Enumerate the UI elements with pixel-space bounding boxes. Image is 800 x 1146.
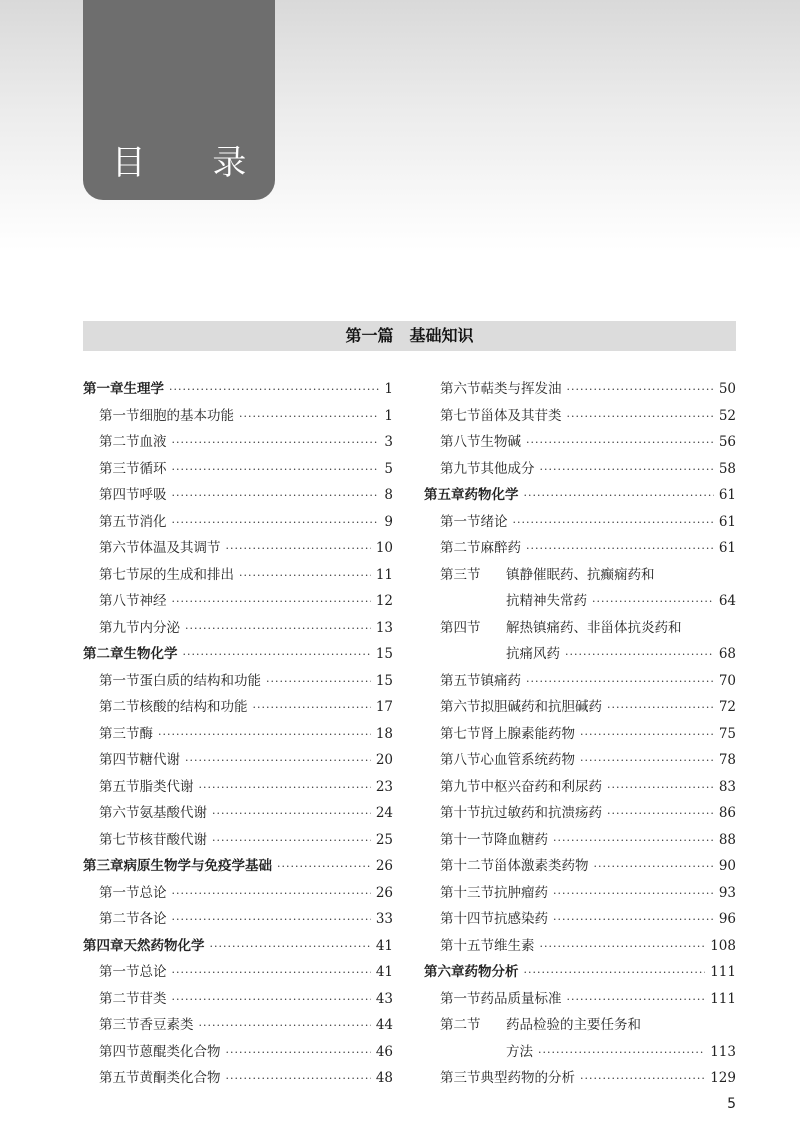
toc-entry-number: 第五节 — [99, 1070, 140, 1086]
toc-entry-page: 129 — [710, 1070, 736, 1086]
toc-section-entry[interactable] — [83, 880, 393, 907]
toc-entry-number: 第八节 — [99, 593, 140, 609]
page-number: 5 — [727, 1096, 736, 1112]
toc-section-entry[interactable] — [83, 562, 393, 589]
dot-leader — [526, 430, 714, 457]
toc-section-entry[interactable] — [424, 1065, 736, 1092]
toc-entry-title: 糖代谢 — [139, 752, 180, 768]
toc-entry-page: 15 — [375, 672, 393, 689]
toc-entry-title: 抗感染药 — [494, 911, 548, 927]
dot-leader — [226, 1066, 371, 1093]
toc-entry-number: 第二章 — [83, 646, 124, 662]
toc-entry-number: 第二节 — [440, 540, 481, 556]
toc-entry-number: 第二节 — [99, 911, 140, 927]
toc-entry-title: 抗肿瘤药 — [494, 884, 548, 901]
toc-entry-number: 第六节 — [99, 805, 140, 821]
toc-entry-number: 第五节 — [440, 672, 481, 689]
dot-leader — [183, 642, 371, 669]
toc-entry-number: 第三节 — [440, 566, 481, 583]
toc-entry-title: 麻醉药 — [480, 540, 521, 556]
dot-leader — [239, 404, 379, 431]
toc-entry-title: 药品检验的主要任务和 — [506, 1017, 641, 1033]
toc-entry-page: 5 — [384, 460, 393, 477]
toc-section-entry[interactable] — [424, 562, 736, 589]
toc-entry-number: 第六节 — [99, 540, 140, 556]
toc-entry-page: 8 — [384, 487, 393, 503]
toc-section-entry[interactable] — [83, 1039, 393, 1066]
toc-entry-title: 药品质量标准 — [480, 990, 562, 1007]
toc-section-entry[interactable] — [424, 456, 736, 483]
toc-entry-page: 44 — [375, 1017, 393, 1033]
dot-leader — [580, 748, 714, 775]
toc-entry-number: 第四节 — [99, 1043, 140, 1060]
toc-section-entry[interactable] — [424, 376, 736, 403]
dot-leader — [172, 510, 380, 537]
part-heading: 第一篇 基础知识 — [345, 326, 474, 345]
dot-leader — [226, 536, 371, 563]
toc-entry-title: 呼吸 — [139, 487, 167, 503]
toc-entry-number: 第四节 — [440, 619, 481, 636]
toc-entry-page: 75 — [718, 725, 736, 742]
dot-leader — [172, 430, 380, 457]
toc-section-entry[interactable] — [83, 1012, 393, 1039]
dot-leader — [526, 536, 714, 563]
toc-section-entry[interactable] — [424, 853, 736, 880]
toc-entry-title: 天然药物化学 — [123, 937, 205, 954]
dot-leader — [172, 987, 371, 1014]
dot-leader — [540, 934, 706, 961]
toc-entry-number: 第五节 — [99, 778, 140, 795]
toc-entry-page: 111 — [710, 964, 736, 980]
toc-section-entry[interactable] — [83, 509, 393, 536]
dot-leader — [513, 510, 714, 537]
toc-section-entry[interactable] — [83, 986, 393, 1013]
toc-section-entry[interactable] — [424, 641, 736, 668]
toc-entry-number: 第二节 — [99, 434, 140, 450]
dot-leader — [567, 987, 706, 1014]
toc-entry-title: 蒽醌类化合物 — [139, 1043, 221, 1060]
toc-entry-number: 第三节 — [99, 725, 140, 742]
toc-entry-number: 第八节 — [440, 752, 481, 768]
toc-section-entry[interactable] — [424, 933, 736, 960]
toc-entry-page: 25 — [375, 831, 393, 848]
toc-entry-title: 内分泌 — [139, 619, 180, 636]
toc-entry-title: 生物化学 — [123, 646, 178, 662]
toc-entry-title: 神经 — [139, 593, 167, 609]
toc-entry-page: 90 — [718, 858, 736, 874]
toc-section-entry[interactable] — [83, 615, 393, 642]
toc-section-entry[interactable] — [83, 429, 393, 456]
toc-entry-title: 解热镇痛药、非甾体抗炎药和 — [506, 619, 682, 636]
toc-section-entry[interactable] — [83, 482, 393, 509]
toc-entry-page: 12 — [375, 593, 393, 609]
toc-entry-page: 17 — [375, 699, 393, 715]
toc-entry-number: 第一节 — [99, 884, 140, 901]
toc-entry-page: 46 — [375, 1043, 393, 1060]
toc-section-entry[interactable] — [424, 668, 736, 695]
dot-leader — [172, 881, 371, 908]
toc-entry-number: 第四节 — [99, 487, 140, 503]
toc-entry-number: 第一节 — [99, 964, 140, 980]
toc-entry-title: 绪论 — [480, 513, 508, 530]
toc-entry-number: 第九节 — [440, 778, 481, 795]
toc-entry-title: 总论 — [139, 884, 167, 901]
toc-entry-title: 尿的生成和排出 — [139, 566, 234, 583]
toc-entry-page: 23 — [375, 778, 393, 795]
toc-chapter-entry[interactable] — [424, 959, 736, 986]
toc-entry-page: 41 — [375, 937, 393, 954]
toc-entry-number: 第四章 — [83, 937, 124, 954]
dot-leader — [199, 1013, 371, 1040]
dot-leader — [607, 695, 714, 722]
toc-entry-number: 第十五节 — [440, 937, 494, 954]
toc-entry-number: 第十二节 — [440, 858, 494, 874]
toc-entry-title: 典型药物的分析 — [480, 1070, 575, 1086]
dot-leader — [277, 854, 371, 881]
toc-entry-number: 第七节 — [440, 407, 481, 424]
toc-section-entry[interactable] — [83, 588, 393, 615]
dot-leader — [538, 1040, 705, 1067]
toc-entry-page: 64 — [718, 593, 736, 609]
dot-leader — [567, 404, 714, 431]
toc-entry-number: 第七节 — [99, 831, 140, 848]
toc-entry-page: 1 — [384, 381, 393, 397]
toc-entry-page: 41 — [375, 964, 393, 980]
toc-entry-title: 黄酮类化合物 — [139, 1070, 221, 1086]
toc-section-entry[interactable] — [424, 509, 736, 536]
toc-entry-title: 维生素 — [494, 937, 535, 954]
toc-entry-number: 第一节 — [440, 513, 481, 530]
toc-entry-title: 甾体激素类药物 — [494, 858, 589, 874]
toc-entry-number: 第十节 — [440, 805, 481, 821]
toc-entry-number: 第十一节 — [440, 831, 494, 848]
dot-leader — [253, 695, 371, 722]
toc-section-entry[interactable] — [83, 906, 393, 933]
dot-leader — [158, 722, 371, 749]
dot-leader — [594, 854, 714, 881]
toc-entry-title: 各论 — [139, 911, 167, 927]
toc-section-entry[interactable] — [83, 403, 393, 430]
toc-left-column — [83, 376, 393, 1092]
dot-leader — [524, 483, 714, 510]
toc-section-entry[interactable] — [83, 721, 393, 748]
toc-entry-page: 70 — [718, 672, 736, 689]
toc-entry-title: 肾上腺素能药物 — [480, 725, 575, 742]
dot-leader — [172, 483, 380, 510]
toc-entry-title: 香豆素类 — [139, 1017, 194, 1033]
toc-entry-number: 第一节 — [440, 990, 481, 1007]
dot-leader — [199, 775, 371, 802]
toc-entry-page: 48 — [375, 1070, 393, 1086]
toc-entry-title: 酶 — [139, 725, 153, 742]
toc-entry-page: 93 — [718, 884, 736, 901]
toc-entry-page: 1 — [384, 407, 393, 424]
dot-leader — [212, 828, 371, 855]
toc-section-entry[interactable] — [424, 747, 736, 774]
toc-entry-page: 11 — [375, 566, 393, 583]
toc-entry-title: 核酸的结构和功能 — [139, 699, 248, 715]
toc-entry-title: 药物化学 — [464, 487, 519, 503]
toc-entry-number: 第九节 — [440, 460, 481, 477]
dot-leader — [567, 377, 714, 404]
toc-entry-number: 第六章 — [424, 964, 465, 980]
toc-entry-number: 第五节 — [99, 513, 140, 530]
toc-chapter-entry[interactable] — [83, 641, 393, 668]
toc-entry-title: 氨基酸代谢 — [139, 805, 207, 821]
toc-entry-title: 血液 — [139, 434, 167, 450]
toc-entry-number: 第十三节 — [440, 884, 494, 901]
page-title: 目 录 — [111, 143, 275, 183]
toc-entry-page: 78 — [718, 752, 736, 768]
toc-section-entry[interactable] — [424, 827, 736, 854]
dot-leader — [239, 563, 371, 590]
toc-entry-page: 111 — [710, 990, 736, 1007]
toc-entry-title: 拟胆碱药和抗胆碱药 — [480, 699, 602, 715]
dot-leader — [553, 828, 714, 855]
toc-section-entry[interactable] — [424, 906, 736, 933]
toc-entry-title: 消化 — [139, 513, 167, 530]
toc-section-entry[interactable] — [424, 1012, 736, 1039]
dot-leader — [185, 748, 371, 775]
toc-section-entry[interactable] — [424, 615, 736, 642]
dot-leader — [565, 642, 714, 669]
toc-entry-page: 108 — [710, 937, 736, 954]
toc-chapter-entry[interactable] — [83, 376, 393, 403]
dot-leader — [580, 722, 714, 749]
title-tab — [83, 0, 275, 200]
toc-entry-page: 43 — [375, 990, 393, 1007]
toc-entry-title: 生理学 — [123, 381, 164, 397]
toc-entry-title: 萜类与挥发油 — [480, 381, 562, 397]
toc-entry-title: 镇静催眠药、抗癫痫药和 — [506, 566, 655, 583]
toc-section-entry[interactable] — [83, 694, 393, 721]
dot-leader — [172, 457, 380, 484]
toc-entry-number: 第六节 — [440, 699, 481, 715]
toc-entry-title: 抗过敏药和抗溃疡药 — [480, 805, 602, 821]
toc-entry-page: 113 — [710, 1043, 736, 1060]
toc-entry-title: 细胞的基本功能 — [139, 407, 234, 424]
toc-section-entry[interactable] — [424, 429, 736, 456]
toc-entry-page: 10 — [375, 540, 393, 556]
toc-section-entry[interactable] — [83, 800, 393, 827]
dot-leader — [592, 589, 714, 616]
toc-entry-title: 体温及其调节 — [139, 540, 221, 556]
toc-entry-number: 第一节 — [99, 672, 140, 689]
toc-entry-title: 循环 — [139, 460, 167, 477]
toc-section-entry[interactable] — [83, 827, 393, 854]
toc-chapter-entry[interactable] — [424, 482, 736, 509]
toc-entry-number: 第七节 — [99, 566, 140, 583]
toc-entry-title: 药物分析 — [464, 964, 519, 980]
toc-entry-title: 镇痛药 — [480, 672, 521, 689]
toc-entry-title: 总论 — [139, 964, 167, 980]
dot-leader — [553, 907, 714, 934]
dot-leader — [210, 934, 371, 961]
dot-leader — [172, 960, 371, 987]
dot-leader — [524, 960, 706, 987]
toc-entry-number: 第八节 — [440, 434, 481, 450]
dot-leader — [172, 907, 371, 934]
dot-leader — [607, 775, 714, 802]
toc-entry-number: 第十四节 — [440, 911, 494, 927]
dot-leader — [540, 457, 714, 484]
toc-entry-page: 58 — [718, 460, 736, 477]
toc-entry-title: 抗精神失常药 — [506, 593, 587, 609]
toc-entry-page: 50 — [718, 381, 736, 397]
dot-leader — [212, 801, 371, 828]
toc-entry-number: 第六节 — [440, 381, 481, 397]
toc-section-entry[interactable] — [424, 986, 736, 1013]
dot-leader — [172, 589, 371, 616]
toc-section-entry[interactable] — [83, 456, 393, 483]
toc-chapter-entry[interactable] — [83, 933, 393, 960]
toc-entry-page: 13 — [375, 619, 393, 636]
toc-entry-number: 第五章 — [424, 487, 465, 503]
toc-entry-title: 蛋白质的结构和功能 — [139, 672, 261, 689]
toc-entry-number: 第一章 — [83, 381, 124, 397]
toc-entry-page: 18 — [375, 725, 393, 742]
dot-leader — [526, 669, 714, 696]
toc-section-entry[interactable] — [83, 668, 393, 695]
toc-entry-page: 20 — [375, 752, 393, 768]
toc-entry-page: 86 — [718, 805, 736, 821]
toc-section-entry[interactable] — [83, 535, 393, 562]
toc-section-entry[interactable] — [424, 403, 736, 430]
toc-entry-page: 88 — [718, 831, 736, 848]
toc-entry-title: 抗痛风药 — [506, 646, 560, 662]
toc-entry-number: 第二节 — [440, 1017, 481, 1033]
toc-entry-number: 第三章 — [83, 858, 124, 874]
toc-entry-title: 方法 — [506, 1043, 533, 1060]
dot-leader — [607, 801, 714, 828]
dot-leader — [226, 1040, 371, 1067]
toc-entry-number: 第三节 — [99, 1017, 140, 1033]
toc-section-entry[interactable] — [83, 959, 393, 986]
toc-entry-page: 15 — [375, 646, 393, 662]
toc-entry-title: 核苷酸代谢 — [139, 831, 207, 848]
toc-entry-number: 第七节 — [440, 725, 481, 742]
toc-entry-title: 心血管系统药物 — [480, 752, 575, 768]
toc-section-entry[interactable] — [424, 694, 736, 721]
toc-entry-title: 生物碱 — [480, 434, 521, 450]
toc-entry-number: 第九节 — [99, 619, 140, 636]
toc-entry-page: 61 — [718, 487, 736, 503]
toc-entry-page: 33 — [375, 911, 393, 927]
toc-section-entry[interactable] — [424, 588, 736, 615]
toc-section-entry[interactable] — [424, 880, 736, 907]
toc-section-entry[interactable] — [424, 721, 736, 748]
toc-section-entry[interactable] — [83, 774, 393, 801]
toc-right-column — [424, 376, 736, 1092]
toc-entry-title: 其他成分 — [480, 460, 535, 477]
toc-entry-page: 56 — [718, 434, 736, 450]
dot-leader — [169, 377, 379, 404]
toc-entry-page: 83 — [718, 778, 736, 795]
toc-entry-number: 第三节 — [99, 460, 140, 477]
dot-leader — [185, 616, 371, 643]
toc-entry-number: 第二节 — [99, 990, 140, 1007]
toc-entry-number: 第四节 — [99, 752, 140, 768]
toc-entry-page: 9 — [384, 513, 393, 530]
dot-leader — [580, 1066, 705, 1093]
toc-entry-page: 72 — [718, 699, 736, 715]
toc-entry-title: 甾体及其苷类 — [480, 407, 562, 424]
toc-entry-number: 第二节 — [99, 699, 140, 715]
toc-section-entry[interactable] — [424, 535, 736, 562]
toc-entry-page: 52 — [718, 407, 736, 424]
toc-entry-title: 病原生物学与免疫学基础 — [123, 858, 272, 874]
toc-entry-title: 中枢兴奋药和利尿药 — [480, 778, 602, 795]
toc-entry-number: 第三节 — [440, 1070, 481, 1086]
toc-entry-page: 61 — [718, 540, 736, 556]
toc-entry-title: 苷类 — [139, 990, 167, 1007]
toc-entry-title: 降血糖药 — [494, 831, 548, 848]
toc-entry-page: 24 — [375, 805, 393, 821]
toc-entry-page: 96 — [718, 911, 736, 927]
toc-entry-page: 26 — [375, 884, 393, 901]
part-heading-bar — [83, 321, 736, 351]
toc-section-entry[interactable] — [83, 747, 393, 774]
toc-section-entry[interactable] — [83, 1065, 393, 1092]
toc-entry-page: 61 — [718, 513, 736, 530]
toc-entry-title: 脂类代谢 — [139, 778, 194, 795]
toc-section-entry[interactable] — [424, 1039, 736, 1066]
toc-entry-page: 26 — [375, 858, 393, 874]
toc-entry-page: 68 — [718, 646, 736, 662]
toc-section-entry[interactable] — [424, 774, 736, 801]
toc-entry-number: 第一节 — [99, 407, 140, 424]
toc-section-entry[interactable] — [424, 800, 736, 827]
toc-chapter-entry[interactable] — [83, 853, 393, 880]
toc-entry-page: 3 — [384, 434, 393, 450]
dot-leader — [266, 669, 371, 696]
dot-leader — [553, 881, 714, 908]
